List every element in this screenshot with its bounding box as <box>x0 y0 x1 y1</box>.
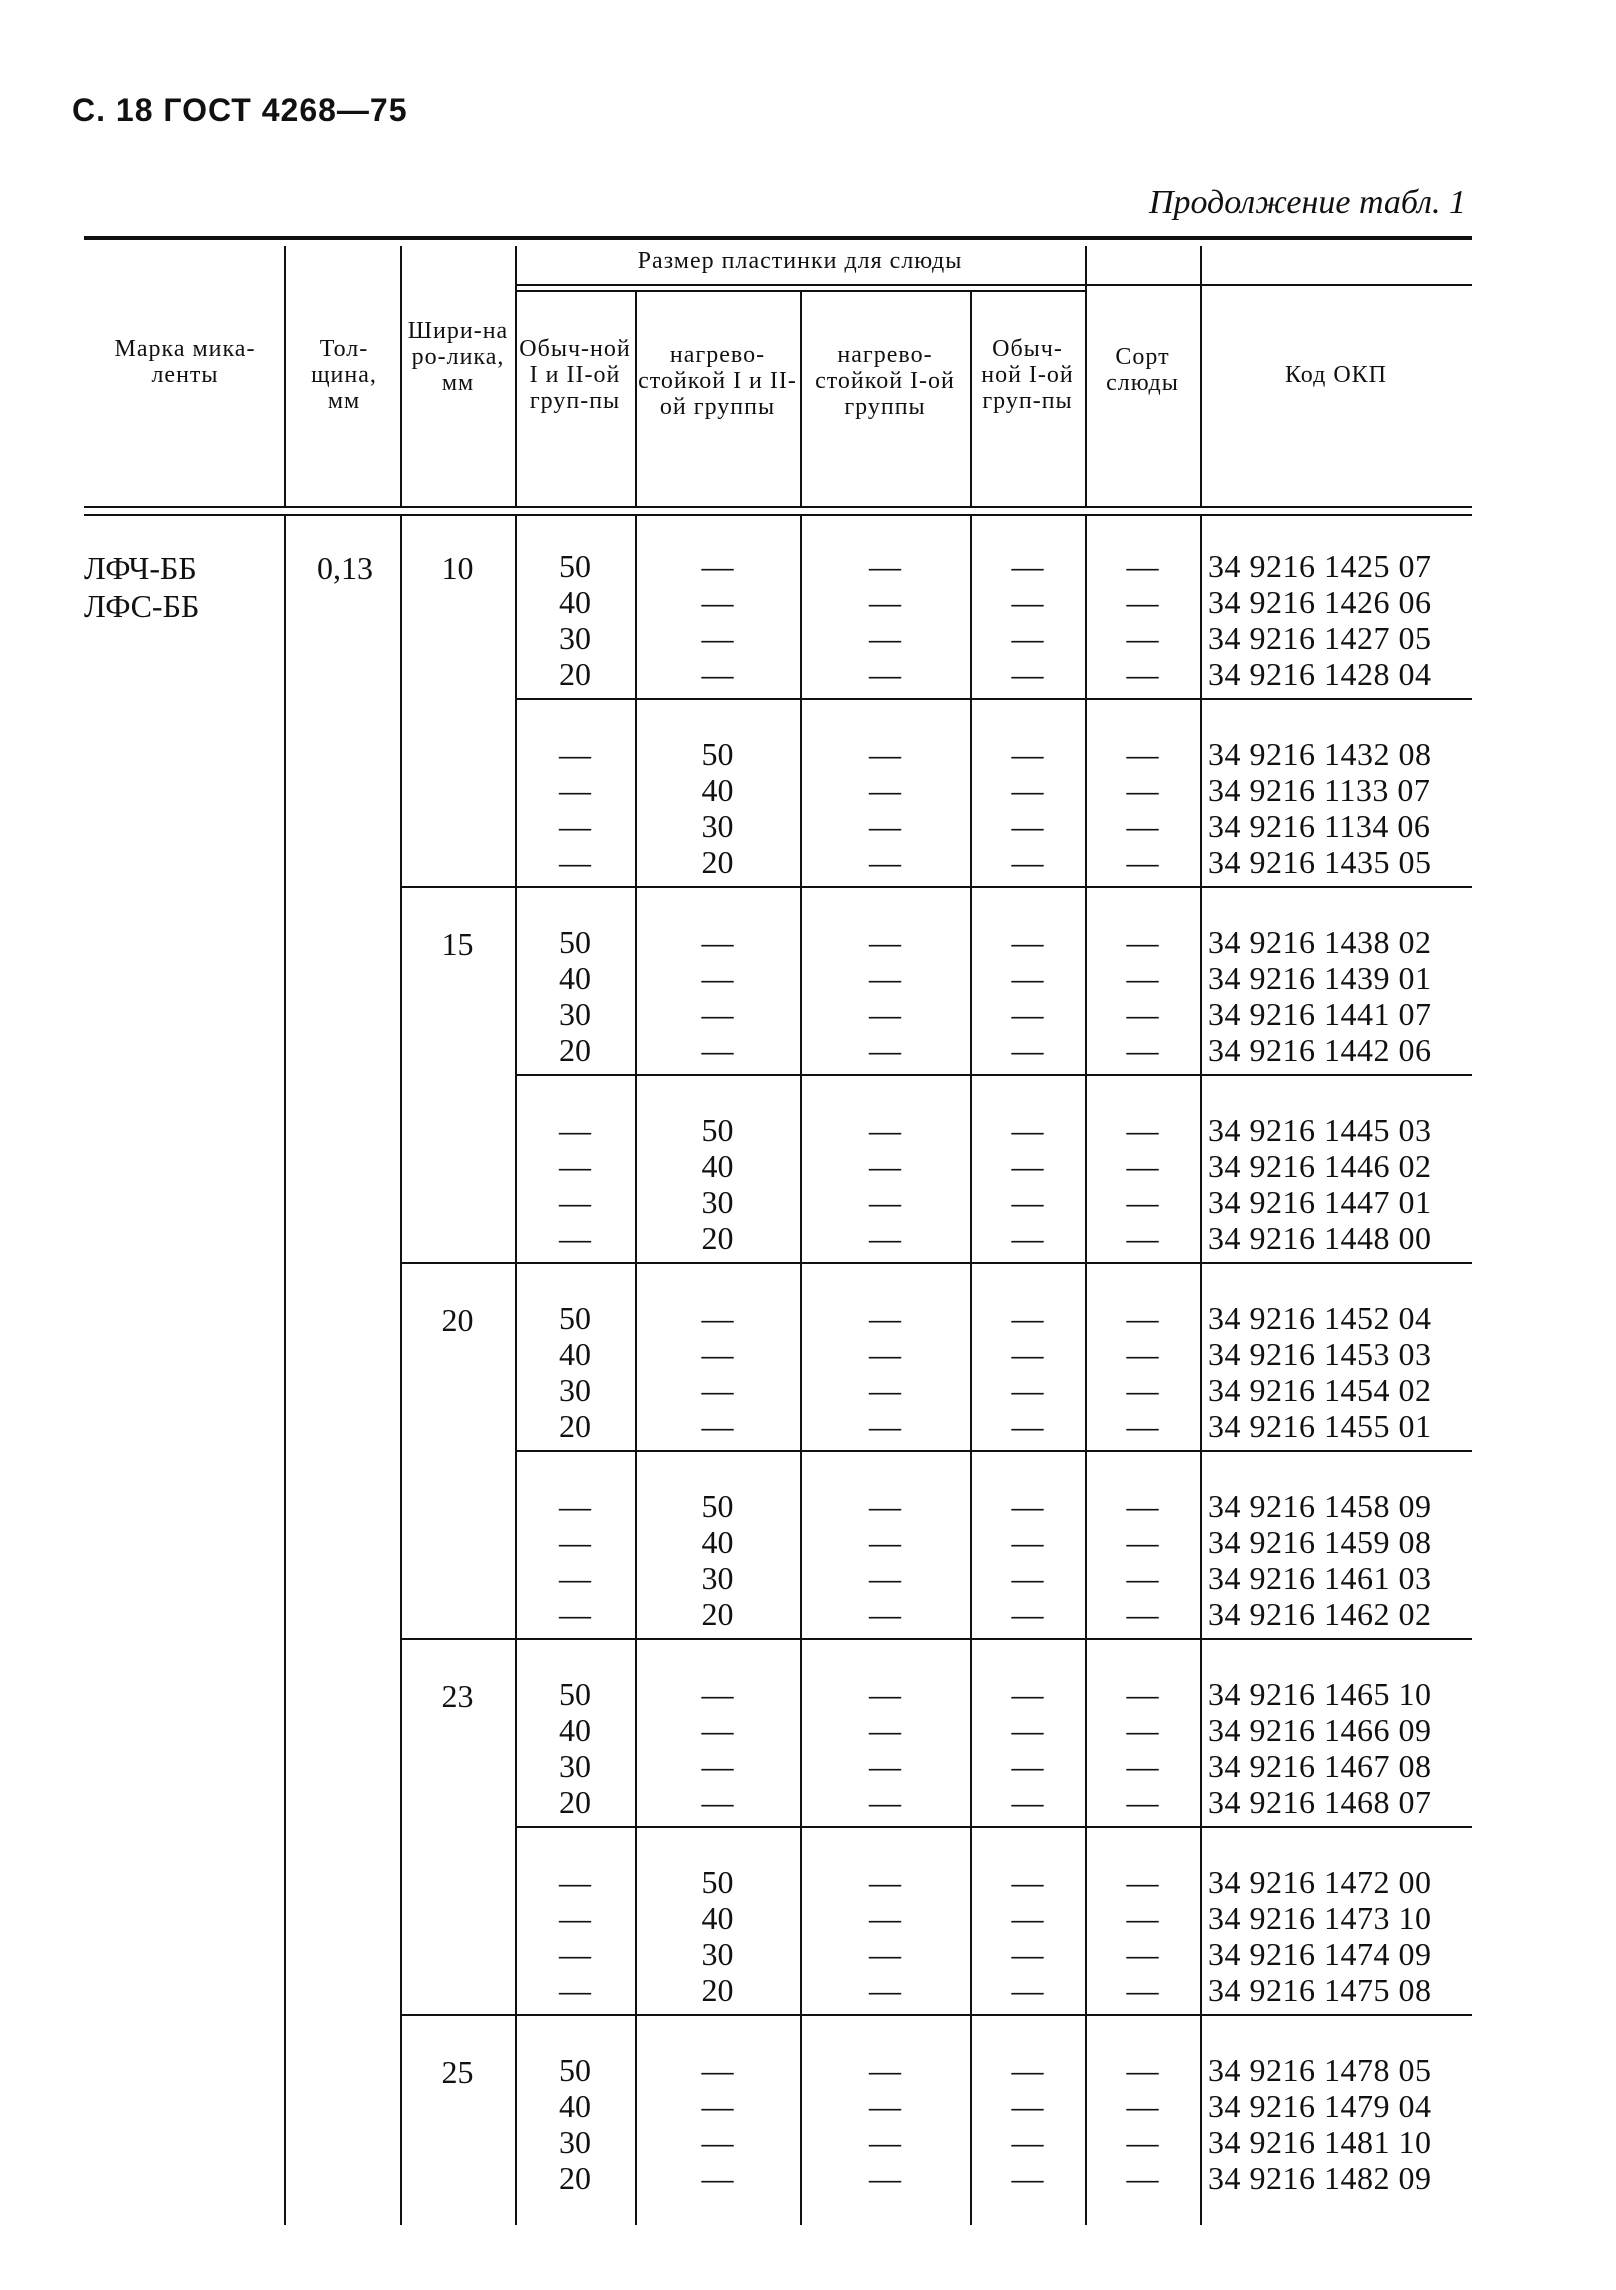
okp-code: 34 9216 1439 01 <box>1208 960 1432 996</box>
ordinary-1-value: — <box>1011 1488 1044 1524</box>
heat-1-value: — <box>869 1488 901 1524</box>
heat-1-value: — <box>869 2124 901 2160</box>
heat-1-2-value: 50 <box>701 736 734 772</box>
heat-1-value: — <box>869 736 901 772</box>
okp-code: 34 9216 1442 06 <box>1208 1032 1432 1068</box>
ordinary-1-value: — <box>1011 1864 1044 1900</box>
mica-grade-value: — <box>1126 1032 1159 1068</box>
okp-code: 34 9216 1134 06 <box>1208 808 1431 844</box>
ordinary-1-value: — <box>1011 2124 1044 2160</box>
heat-1-2-value: — <box>701 548 734 584</box>
mica-grade-value: — <box>1126 1220 1159 1256</box>
heat-1-2-value: — <box>701 1408 734 1444</box>
heat-1-2-value: 50 <box>701 1112 734 1148</box>
table-top-rule <box>84 236 1472 240</box>
ordinary-1-value: — <box>1011 1336 1044 1372</box>
heat-1-2-value: 50 <box>701 1864 734 1900</box>
ordinary-1-value: — <box>1011 1596 1044 1632</box>
heat-1-2-value: — <box>701 996 734 1032</box>
width-group-rule <box>400 1262 1472 1264</box>
heat-1-value: — <box>869 1748 901 1784</box>
mica-grade-value: — <box>1126 1488 1159 1524</box>
mica-grade-value: — <box>1126 960 1159 996</box>
heat-1-value: — <box>869 1112 901 1148</box>
col-header-okp-code: Код ОКП <box>1284 362 1387 388</box>
ordinary-1-2-value: 30 <box>559 996 591 1032</box>
ordinary-1-2-value: 40 <box>559 584 591 620</box>
heat-1-value: — <box>869 1148 901 1184</box>
heat-1-value: — <box>869 584 901 620</box>
mica-grade-value: — <box>1126 1372 1159 1408</box>
ordinary-1-value: — <box>1011 1372 1044 1408</box>
ordinary-1-value: — <box>1011 1560 1044 1596</box>
heat-1-2-value: 40 <box>701 1900 734 1936</box>
heat-1-value: — <box>869 960 901 996</box>
heat-1-value: — <box>869 1032 901 1068</box>
ordinary-1-value: — <box>1011 1748 1044 1784</box>
okp-code: 34 9216 1432 08 <box>1208 736 1432 772</box>
block-rule <box>515 698 1472 700</box>
mica-grade-value: — <box>1126 1712 1159 1748</box>
header-column-rule <box>284 246 286 506</box>
ordinary-1-value: — <box>1011 2088 1044 2124</box>
ordinary-1-value: — <box>1011 656 1044 692</box>
ordinary-1-value: — <box>1011 1184 1044 1220</box>
heat-1-value: — <box>869 772 901 808</box>
ordinary-1-2-value: — <box>559 772 591 808</box>
ordinary-1-value: — <box>1011 996 1044 1032</box>
heat-1-2-value: — <box>701 1784 734 1820</box>
mica-grade-value: — <box>1126 1784 1159 1820</box>
okp-code: 34 9216 1428 04 <box>1208 656 1432 692</box>
col-header-thickness: Тол-щина, мм <box>311 336 377 414</box>
header-column-rule <box>400 246 402 506</box>
mica-grade-value: — <box>1126 772 1159 808</box>
heat-1-value: — <box>869 548 901 584</box>
okp-code: 34 9216 1441 07 <box>1208 996 1432 1032</box>
ordinary-1-2-value: 30 <box>559 2124 591 2160</box>
okp-code: 34 9216 1479 04 <box>1208 2088 1432 2124</box>
heat-1-2-value: — <box>701 1748 734 1784</box>
ordinary-1-value: — <box>1011 1972 1044 2008</box>
okp-code: 34 9216 1467 08 <box>1208 1748 1432 1784</box>
width-group-rule <box>400 886 1472 888</box>
mica-grade-value: — <box>1126 584 1159 620</box>
grade-label: ЛФС-ББ <box>84 588 200 624</box>
ordinary-1-value: — <box>1011 1032 1044 1068</box>
ordinary-1-value: — <box>1011 960 1044 996</box>
width-group-rule <box>400 2014 1472 2016</box>
mica-grade-value: — <box>1126 924 1159 960</box>
heat-1-value: — <box>869 1408 901 1444</box>
okp-code: 34 9216 1472 00 <box>1208 1864 1432 1900</box>
mica-grade-value: — <box>1126 2160 1159 2196</box>
ordinary-1-2-value: 20 <box>559 1408 591 1444</box>
heat-1-2-value: — <box>701 1676 734 1712</box>
mica-grade-value: — <box>1126 1112 1159 1148</box>
okp-code: 34 9216 1474 09 <box>1208 1936 1432 1972</box>
okp-code: 34 9216 1425 07 <box>1208 548 1432 584</box>
heat-1-2-value: — <box>701 584 734 620</box>
col-header-ordinary-1: Обыч-ной I-ой груп-пы <box>981 336 1074 414</box>
ordinary-1-value: — <box>1011 1220 1044 1256</box>
ordinary-1-2-value: 20 <box>559 656 591 692</box>
ordinary-1-value: — <box>1011 2160 1044 2196</box>
mica-grade-value: — <box>1126 620 1159 656</box>
heat-1-value: — <box>869 2052 901 2088</box>
heat-1-2-value: — <box>701 924 734 960</box>
ordinary-1-value: — <box>1011 1408 1044 1444</box>
okp-code: 34 9216 1446 02 <box>1208 1148 1432 1184</box>
mica-tape-table <box>84 236 1472 2236</box>
mica-grade-value: — <box>1126 1560 1159 1596</box>
heat-1-value: — <box>869 1524 901 1560</box>
heat-1-value: — <box>869 1220 901 1256</box>
ordinary-1-2-value: — <box>559 1864 591 1900</box>
ordinary-1-2-value: — <box>559 1560 591 1596</box>
okp-code: 34 9216 1452 04 <box>1208 1300 1432 1336</box>
heat-1-value: — <box>869 1560 901 1596</box>
width-value: 10 <box>441 550 474 586</box>
ordinary-1-2-value: 50 <box>559 1676 591 1712</box>
okp-code: 34 9216 1427 05 <box>1208 620 1432 656</box>
ordinary-1-2-value: 30 <box>559 620 591 656</box>
table-continuation-label: Продолжение табл. 1 <box>1148 184 1466 221</box>
ordinary-1-2-value: 50 <box>559 548 591 584</box>
heat-1-2-value: 30 <box>701 1184 734 1220</box>
ordinary-1-2-value: — <box>559 1524 591 1560</box>
heat-1-2-value: — <box>701 1300 734 1336</box>
okp-code: 34 9216 1458 09 <box>1208 1488 1432 1524</box>
ordinary-1-2-value: 40 <box>559 2088 591 2124</box>
heat-1-2-value: — <box>701 620 734 656</box>
okp-code: 34 9216 1468 07 <box>1208 1784 1432 1820</box>
heat-1-2-value: 20 <box>701 1220 734 1256</box>
thickness-value: 0,13 <box>317 550 373 586</box>
mica-grade-value: — <box>1126 844 1159 880</box>
ordinary-1-value: — <box>1011 584 1044 620</box>
block-rule <box>515 1074 1472 1076</box>
col-header-heat-1-2: нагрево-стойкой I и II-ой группы <box>638 342 797 420</box>
ordinary-1-2-value: 20 <box>559 1032 591 1068</box>
ordinary-1-2-value: 40 <box>559 1712 591 1748</box>
mica-grade-value: — <box>1126 736 1159 772</box>
body-column-rule <box>1200 514 1202 2225</box>
col-header-plate-size: Размер пластинки для слюды <box>637 248 963 274</box>
ordinary-1-2-value: — <box>559 1220 591 1256</box>
ordinary-1-value: — <box>1011 1900 1044 1936</box>
okp-code: 34 9216 1478 05 <box>1208 2052 1432 2088</box>
grade-label: ЛФЧ-ББ <box>84 550 197 586</box>
okp-code: 34 9216 1447 01 <box>1208 1184 1432 1220</box>
heat-1-value: — <box>869 1184 901 1220</box>
ordinary-1-2-value: — <box>559 808 591 844</box>
heat-1-2-value: 40 <box>701 1524 734 1560</box>
block-rule <box>515 1450 1472 1452</box>
okp-code: 34 9216 1448 00 <box>1208 1220 1432 1256</box>
mica-grade-value: — <box>1126 2124 1159 2160</box>
body-column-rule <box>635 514 637 2225</box>
ordinary-1-2-value: 40 <box>559 960 591 996</box>
ordinary-1-2-value: 40 <box>559 1336 591 1372</box>
body-column-rule <box>284 514 286 2225</box>
ordinary-1-2-value: — <box>559 1972 591 2008</box>
ordinary-1-value: — <box>1011 772 1044 808</box>
okp-code: 34 9216 1445 03 <box>1208 1112 1432 1148</box>
header-bottom-rule <box>84 514 1472 516</box>
heat-1-value: — <box>869 620 901 656</box>
heat-1-value: — <box>869 1936 901 1972</box>
mica-grade-value: — <box>1126 2088 1159 2124</box>
okp-code: 34 9216 1475 08 <box>1208 1972 1432 2008</box>
okp-code: 34 9216 1435 05 <box>1208 844 1432 880</box>
heat-1-2-value: — <box>701 960 734 996</box>
body-column-rule <box>970 514 972 2225</box>
ordinary-1-2-value: 30 <box>559 1748 591 1784</box>
heat-1-2-value: 20 <box>701 1972 734 2008</box>
ordinary-1-2-value: — <box>559 1112 591 1148</box>
okp-code: 34 9216 1473 10 <box>1208 1900 1432 1936</box>
mica-grade-value: — <box>1126 1596 1159 1632</box>
ordinary-1-2-value: — <box>559 1900 591 1936</box>
body-column-rule <box>400 514 402 2225</box>
group-header-rule <box>515 284 1472 286</box>
heat-1-2-value: — <box>701 2160 734 2196</box>
ordinary-1-2-value: — <box>559 736 591 772</box>
ordinary-1-value: — <box>1011 1784 1044 1820</box>
block-rule <box>515 1826 1472 1828</box>
heat-1-2-value: 20 <box>701 1596 734 1632</box>
ordinary-1-2-value: — <box>559 1148 591 1184</box>
mica-grade-value: — <box>1126 1900 1159 1936</box>
heat-1-value: — <box>869 808 901 844</box>
heat-1-2-value: 20 <box>701 844 734 880</box>
ordinary-1-2-value: — <box>559 1596 591 1632</box>
mica-grade-value: — <box>1126 1300 1159 1336</box>
ordinary-1-value: — <box>1011 1148 1044 1184</box>
okp-code: 34 9216 1455 01 <box>1208 1408 1432 1444</box>
mica-grade-value: — <box>1126 1524 1159 1560</box>
okp-code: 34 9216 1466 09 <box>1208 1712 1432 1748</box>
okp-code: 34 9216 1426 06 <box>1208 584 1432 620</box>
okp-code: 34 9216 1438 02 <box>1208 924 1432 960</box>
heat-1-value: — <box>869 2088 901 2124</box>
mica-grade-value: — <box>1126 548 1159 584</box>
heat-1-2-value: 30 <box>701 1936 734 1972</box>
ordinary-1-2-value: 50 <box>559 1300 591 1336</box>
ordinary-1-value: — <box>1011 844 1044 880</box>
width-group-rule <box>400 1638 1472 1640</box>
ordinary-1-value: — <box>1011 1112 1044 1148</box>
mica-grade-value: — <box>1126 1184 1159 1220</box>
heat-1-2-value: — <box>701 2124 734 2160</box>
mica-grade-value: — <box>1126 1972 1159 2008</box>
mica-grade-value: — <box>1126 1148 1159 1184</box>
heat-1-value: — <box>869 1900 901 1936</box>
ordinary-1-2-value: 50 <box>559 2052 591 2088</box>
col-header-width: Шири-на ро-лика, мм <box>407 318 509 396</box>
mica-grade-value: — <box>1126 1864 1159 1900</box>
heat-1-value: — <box>869 1676 901 1712</box>
ordinary-1-value: — <box>1011 924 1044 960</box>
okp-code: 34 9216 1454 02 <box>1208 1372 1432 1408</box>
ordinary-1-value: — <box>1011 736 1044 772</box>
okp-code: 34 9216 1482 09 <box>1208 2160 1432 2196</box>
heat-1-value: — <box>869 2160 901 2196</box>
heat-1-value: — <box>869 924 901 960</box>
ordinary-1-2-value: 30 <box>559 1372 591 1408</box>
col-header-ordinary-1-2: Обыч-ной I и II-ой груп-пы <box>519 336 631 414</box>
okp-code: 34 9216 1453 03 <box>1208 1336 1432 1372</box>
ordinary-1-value: — <box>1011 1300 1044 1336</box>
heat-1-value: — <box>869 996 901 1032</box>
heat-1-2-value: — <box>701 1032 734 1068</box>
heat-1-value: — <box>869 844 901 880</box>
mica-grade-value: — <box>1126 996 1159 1032</box>
body-column-rule <box>515 514 517 2225</box>
mica-grade-value: — <box>1126 1676 1159 1712</box>
heat-1-value: — <box>869 1336 901 1372</box>
heat-1-value: — <box>869 1784 901 1820</box>
width-value: 23 <box>441 1678 474 1714</box>
heat-1-value: — <box>869 1712 901 1748</box>
width-value: 25 <box>441 2054 474 2090</box>
heat-1-value: — <box>869 1596 901 1632</box>
ordinary-1-2-value: — <box>559 1488 591 1524</box>
ordinary-1-value: — <box>1011 620 1044 656</box>
col-header-mica-grade: Сорт слюды <box>1106 344 1179 396</box>
okp-code: 34 9216 1462 02 <box>1208 1596 1432 1632</box>
ordinary-1-value: — <box>1011 2052 1044 2088</box>
heat-1-value: — <box>869 1972 901 2008</box>
ordinary-1-value: — <box>1011 1712 1044 1748</box>
mica-grade-value: — <box>1126 1936 1159 1972</box>
body-column-rule <box>1085 514 1087 2225</box>
col-header-grade: Марка мика- ленты <box>114 336 256 388</box>
ordinary-1-2-value: — <box>559 1184 591 1220</box>
mica-grade-value: — <box>1126 1748 1159 1784</box>
heat-1-2-value: 30 <box>701 1560 734 1596</box>
heat-1-2-value: 40 <box>701 772 734 808</box>
heat-1-2-value: 30 <box>701 808 734 844</box>
heat-1-2-value: — <box>701 1336 734 1372</box>
heat-1-value: — <box>869 1372 901 1408</box>
body-column-rule <box>800 514 802 2225</box>
okp-code: 34 9216 1461 03 <box>1208 1560 1432 1596</box>
heat-1-2-value: — <box>701 1372 734 1408</box>
heat-1-value: — <box>869 1300 901 1336</box>
okp-code: 34 9216 1133 07 <box>1208 772 1431 808</box>
okp-code: 34 9216 1481 10 <box>1208 2124 1432 2160</box>
ordinary-1-value: — <box>1011 1936 1044 1972</box>
ordinary-1-2-value: — <box>559 844 591 880</box>
okp-code: 34 9216 1465 10 <box>1208 1676 1432 1712</box>
ordinary-1-2-value: 50 <box>559 924 591 960</box>
ordinary-1-value: — <box>1011 808 1044 844</box>
heat-1-2-value: — <box>701 2088 734 2124</box>
heat-1-2-value: — <box>701 656 734 692</box>
ordinary-1-value: — <box>1011 1524 1044 1560</box>
ordinary-1-2-value: 20 <box>559 2160 591 2196</box>
mica-grade-value: — <box>1126 656 1159 692</box>
heat-1-2-value: — <box>701 2052 734 2088</box>
mica-grade-value: — <box>1126 1336 1159 1372</box>
ordinary-1-2-value: — <box>559 1936 591 1972</box>
mica-grade-value: — <box>1126 2052 1159 2088</box>
heat-1-value: — <box>869 1864 901 1900</box>
width-value: 15 <box>441 926 474 962</box>
ordinary-1-value: — <box>1011 548 1044 584</box>
mica-grade-value: — <box>1126 1408 1159 1444</box>
ordinary-1-2-value: 20 <box>559 1784 591 1820</box>
ordinary-1-value: — <box>1011 1676 1044 1712</box>
heat-1-2-value: 50 <box>701 1488 734 1524</box>
header-bottom-rule <box>84 506 1472 508</box>
col-header-heat-1: нагрево-стойкой I-ой группы <box>815 342 955 420</box>
heat-1-2-value: 40 <box>701 1148 734 1184</box>
mica-grade-value: — <box>1126 808 1159 844</box>
okp-code: 34 9216 1459 08 <box>1208 1524 1432 1560</box>
page-header: С. 18 ГОСТ 4268—75 <box>72 92 408 128</box>
heat-1-2-value: — <box>701 1712 734 1748</box>
heat-1-value: — <box>869 656 901 692</box>
width-value: 20 <box>441 1302 474 1338</box>
